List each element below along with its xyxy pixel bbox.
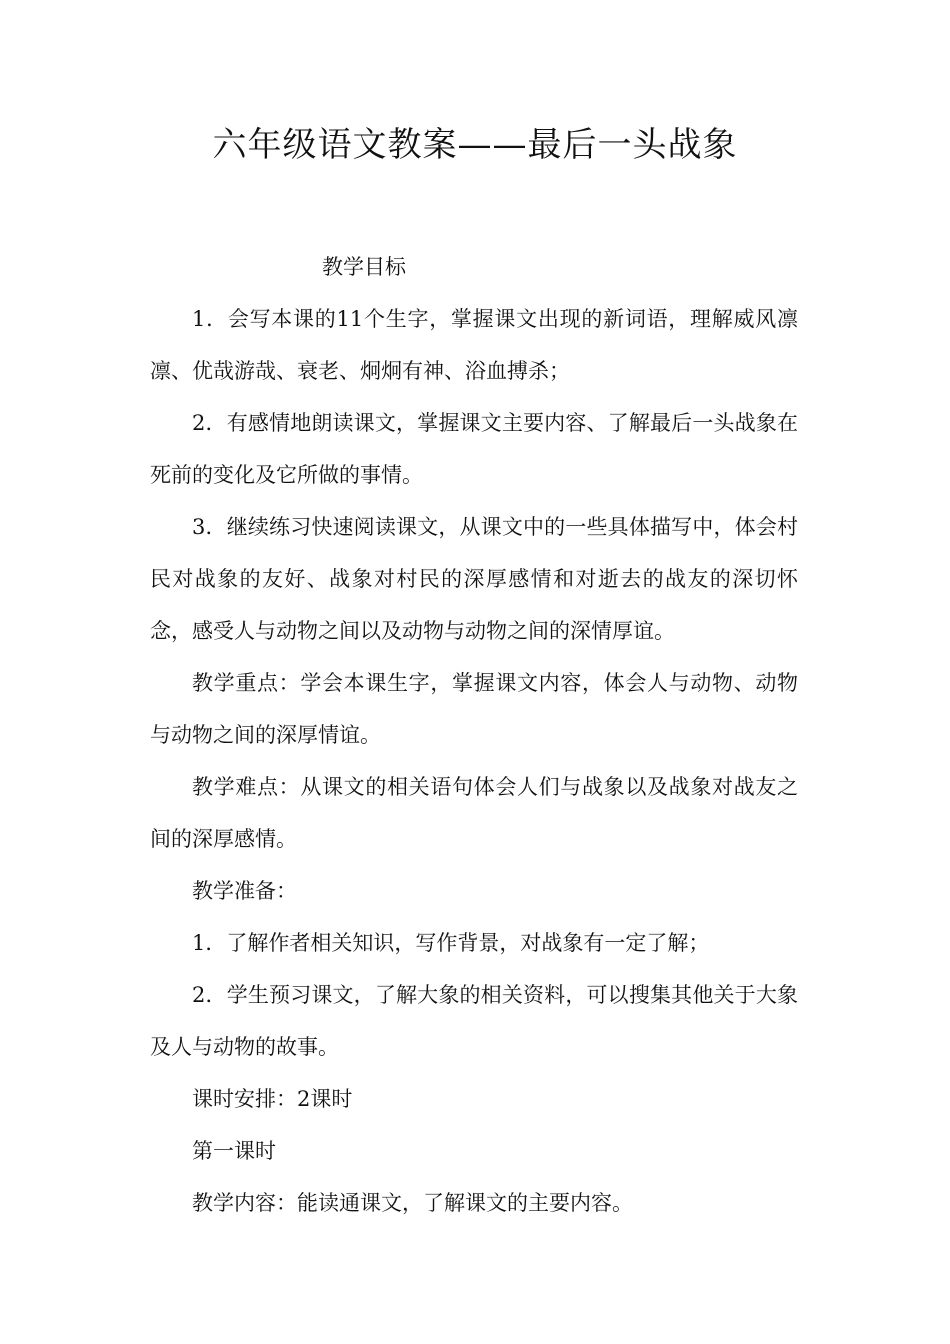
lesson-schedule: 课时安排：2课时 [192,1087,353,1111]
objective-item-1: 1．会写本课的11个生字，掌握课文出现的新词语，理解威风凛凛、优哉游哉、衰老、炯炯有神、浴血搏杀； [150,307,798,383]
lesson-content: 教学内容：能读通课文，了解课文的主要内容。 [192,1191,633,1215]
teaching-focus: 教学重点：学会本课生字，掌握课文内容，体会人与动物、动物与动物之间的深厚情谊。 [150,671,798,747]
document-title: 六年级语文教案——最后一头战象 [212,125,738,165]
preparation-item-2: 2．学生预习课文，了解大象的相关资料，可以搜集其他关于大象及人与动物的故事。 [150,983,798,1059]
preparation-heading: 教学准备： [192,879,297,903]
objectives-heading: 教学目标 [322,255,406,279]
first-lesson-heading: 第一课时 [192,1139,276,1163]
document-body [150,241,798,1229]
teaching-difficulty: 教学难点：从课文的相关语句体会人们与战象以及战象对战友之间的深厚感情。 [150,775,798,851]
preparation-item-1: 1．了解作者相关知识，写作背景，对战象有一定了解； [192,931,710,955]
objective-item-3: 3．继续练习快速阅读课文，从课文中的一些具体描写中，体会村民对战象的友好、战象对村民的深厚感情和对逝去的战友的深切怀念，感受人与动物之间以及动物与动物之间的深情厚谊。 [150,515,798,643]
objective-item-2: 2．有感情地朗读课文，掌握课文主要内容、了解最后一头战象在死前的变化及它所做的事情。 [150,411,798,487]
